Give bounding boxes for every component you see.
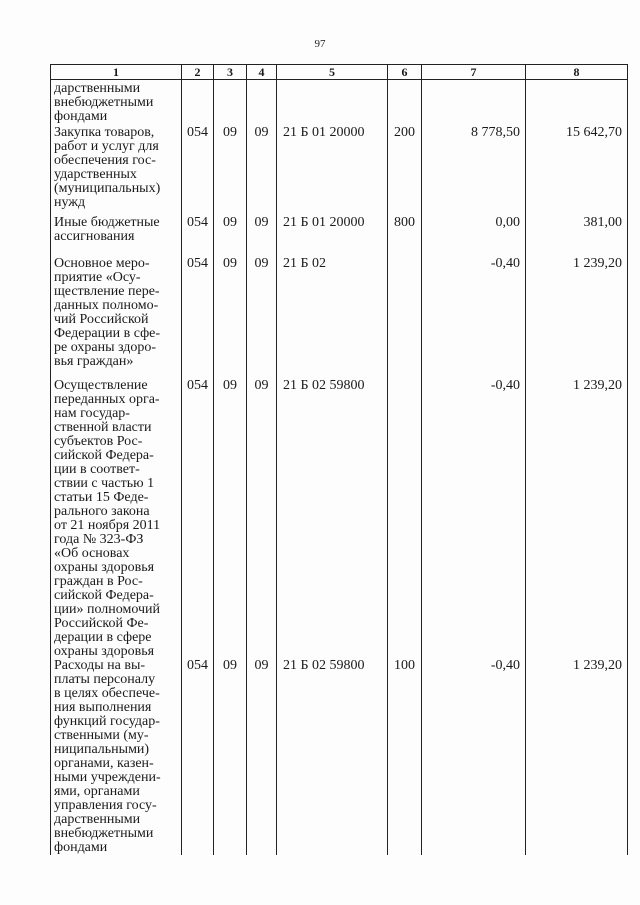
name-line: рального закона [54,504,150,519]
name-line: Российской Фе- [54,616,149,631]
amount-total-cell: 381,00 [526,216,628,257]
ministry-code-cell: 054 [182,216,214,257]
section-code-cell: 09 [214,216,247,257]
name-line: ствии с частью 1 [54,476,155,491]
row-name-cell [51,257,182,379]
name-line: нам государ- [54,406,130,421]
name-line: данных полномо- [54,298,159,313]
name-line: граждан в Рос- [54,574,143,589]
empty-cell [422,80,526,127]
header-cell: 2 [182,65,214,80]
subsection-code-cell: 09 [247,257,277,379]
expense-type-cell: 200 [388,126,422,216]
name-line: Закупка товаров, [54,125,155,140]
name-line: ции в соответ- [54,462,140,477]
header-cell: 1 [51,65,182,80]
table-row-continuation [51,80,628,127]
target-article-cell: 21 Б 02 59800 [277,379,388,659]
name-line: в целях обеспече- [54,686,160,701]
name-line: Основное меро- [54,256,150,271]
name-line: ниципальными) [54,742,150,757]
row-name-cell [51,80,182,127]
section-code-cell: 09 [214,379,247,659]
name-line: фондами [54,840,108,855]
name-line: платы персоналу [54,672,156,687]
name-line: нужд [54,195,86,210]
expense-type-cell [388,257,422,379]
ministry-code-cell: 054 [182,126,214,216]
name-line: Расходы на вы- [54,658,146,673]
subsection-code-cell: 09 [247,659,277,855]
name-line: охраны здоровья [54,644,155,659]
header-cell: 8 [526,65,628,80]
name-line: органами, казен- [54,756,154,771]
amount-total-cell: 1 239,20 [526,659,628,855]
table-row [51,257,628,379]
name-line: переданных орга- [54,392,160,407]
name-line: статьи 15 Феде- [54,490,149,505]
section-code-cell: 09 [214,126,247,216]
name-line: охраны здоровья [54,560,155,575]
section-code-cell: 09 [214,257,247,379]
name-line: приятие «Осу- [54,270,141,285]
table-row [51,126,628,216]
row-name-cell [51,216,182,257]
empty-cell [526,80,628,127]
expense-type-cell [388,379,422,659]
table-row [51,216,628,257]
subsection-code-cell: 09 [247,126,277,216]
ministry-code-cell: 054 [182,379,214,659]
name-line: сийской Федера- [54,588,154,603]
name-line: субъектов Рос- [54,434,143,449]
name-line: ассигнования [54,229,135,244]
name-line: вья граждан» [54,354,134,369]
amount-change-cell: 8 778,50 [422,126,526,216]
header-cell: 4 [247,65,277,80]
header-cell: 6 [388,65,422,80]
amount-change-cell: -0,40 [422,379,526,659]
amount-total-cell: 1 239,20 [526,379,628,659]
name-line: ными учреждени- [54,770,161,785]
name-line: ции» полномочий [54,602,161,617]
target-article-cell: 21 Б 01 20000 [277,126,388,216]
name-line: управления госу- [54,798,157,813]
target-article-cell: 21 Б 02 [277,257,388,379]
header-cell: 7 [422,65,526,80]
expense-type-cell: 800 [388,216,422,257]
name-line: внебюджетными [54,826,154,841]
section-code-cell: 09 [214,659,247,855]
name-line: чий Российской [54,312,149,327]
name-line: Федерации в сфе- [54,326,161,341]
subsection-code-cell: 09 [247,379,277,659]
empty-cell [388,80,422,127]
header-row [51,65,628,80]
amount-change-cell: -0,40 [422,659,526,855]
empty-cell [247,80,277,127]
name-line: ственными (му- [54,728,149,743]
name-line: Осуществление [54,378,148,393]
target-article-cell: 21 Б 02 59800 [277,659,388,855]
name-line: дарственными [54,812,141,827]
name-line: ударственных [54,167,137,182]
name-line: Иные бюджетные [54,215,160,230]
row-name-cell [51,659,182,855]
name-line: дерации в сфере [54,630,152,645]
subsection-code-cell: 09 [247,216,277,257]
amount-total-cell: 1 239,20 [526,257,628,379]
name-line: ями, органами [54,784,140,799]
expense-type-cell: 100 [388,659,422,855]
budget-table [50,64,628,855]
name-line: работ и услуг для [54,139,159,154]
name-line: ния выполнения [54,700,152,715]
name-line: ществление пере- [54,284,160,299]
name-line: внебюджетными [54,95,154,110]
row-name-cell [51,126,182,216]
name-line: от 21 ноября 2011 [54,518,161,533]
amount-total-cell: 15 642,70 [526,126,628,216]
empty-cell [214,80,247,127]
header-cell: 3 [214,65,247,80]
name-line: дарственными [54,81,141,96]
name-line: ственной власти [54,420,152,435]
amount-change-cell: -0,40 [422,257,526,379]
empty-cell [277,80,388,127]
header-cell: 5 [277,65,388,80]
row-name-cell [51,379,182,659]
amount-change-cell: 0,00 [422,216,526,257]
name-line: «Об основах [54,546,130,561]
ministry-code-cell: 054 [182,257,214,379]
name-line: (муниципальных) [54,181,161,196]
table-row [51,379,628,659]
empty-cell [182,80,214,127]
target-article-cell: 21 Б 01 20000 [277,216,388,257]
name-line: функций государ- [54,714,160,729]
page-number: 97 [314,38,326,50]
name-line: обеспечения гос- [54,153,156,168]
name-line: сийской Федера- [54,448,154,463]
ministry-code-cell: 054 [182,659,214,855]
name-line: года № 323-ФЗ [54,532,144,547]
table-row [51,659,628,855]
name-line: фондами [54,109,108,124]
name-line: ре охраны здоро- [54,340,157,355]
